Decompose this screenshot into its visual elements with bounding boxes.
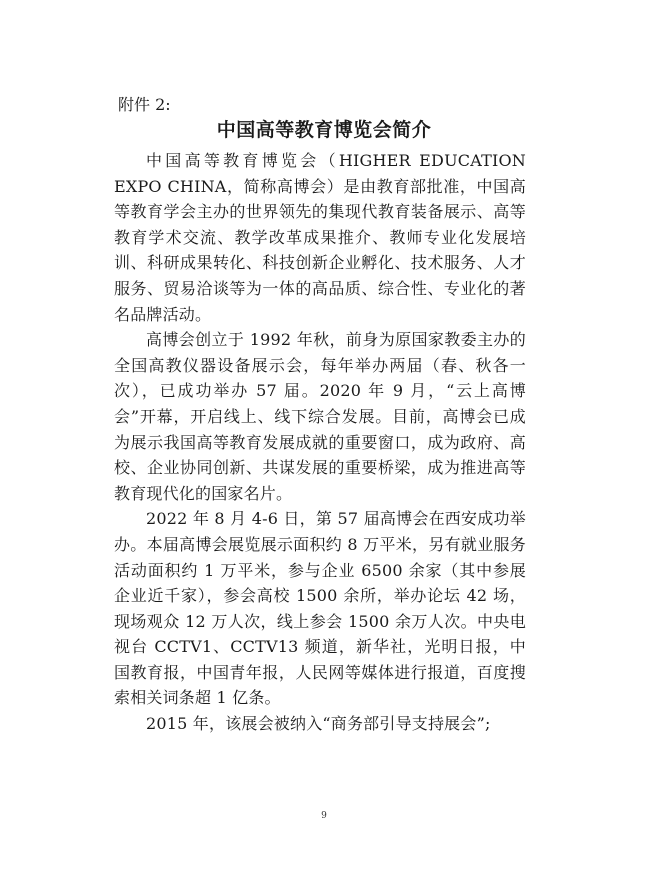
document-body [114,148,526,737]
paragraph-2015: 2015 年，该展会被纳入“商务部引导支持展会”; [146,714,491,734]
document-title: 中国高等教育博览会简介 [216,119,432,141]
page-number: 9 [321,811,327,821]
paragraph-2022-event: 2022 年 8 月 4-6 日，第 57 届高博会在西安成功举办。本届高博会展览展示面积约 8 万平米，另有就业服务活动面积约 1 万平米，参与企业 6500 余家（其中参展企业近千家），参会高校 1500 余所，举办论坛 42 场，现场观众 12 万人次，线上参会 1500 余万人次。中央电视台 CCTV1、CCTV13 频道，新华社，光明日报，中国教育报，中国青年报，人民网等媒体进行报道，百度搜索相关词条超 1 亿条。 [114,509,526,708]
paragraph-introduction: 中国高等教育博览会（HIGHER EDUCATION EXPO CHINA，简称高博会）是由教育部批准，中国高等教育学会主办的世界领先的集现代教育装备展示、高等教育学术交流、教学改革成果推介、教师专业化发展培训、科研成果转化、科技创新企业孵化、技术服务、人才服务、贸易洽谈等为一体的高品质、综合性、专业化的著名品牌活动。 [114,151,526,324]
paragraph-history: 高博会创立于 1992 年秋，前身为原国家教委主办的全国高教仪器设备展示会，每年举办两届（春、秋各一次），已成功举办 57 届。2020 年 9 月，“云上高博会”开幕，开启线上、线下综合发展。目前，高博会已成为展示我国高等教育发展成就的重要窗口，成为政府、高校、企业协同创新、共谋发展的重要桥梁，成为推进高等教育现代化的国家名片。 [114,330,526,503]
attachment-label: 附件 2: [118,95,171,114]
